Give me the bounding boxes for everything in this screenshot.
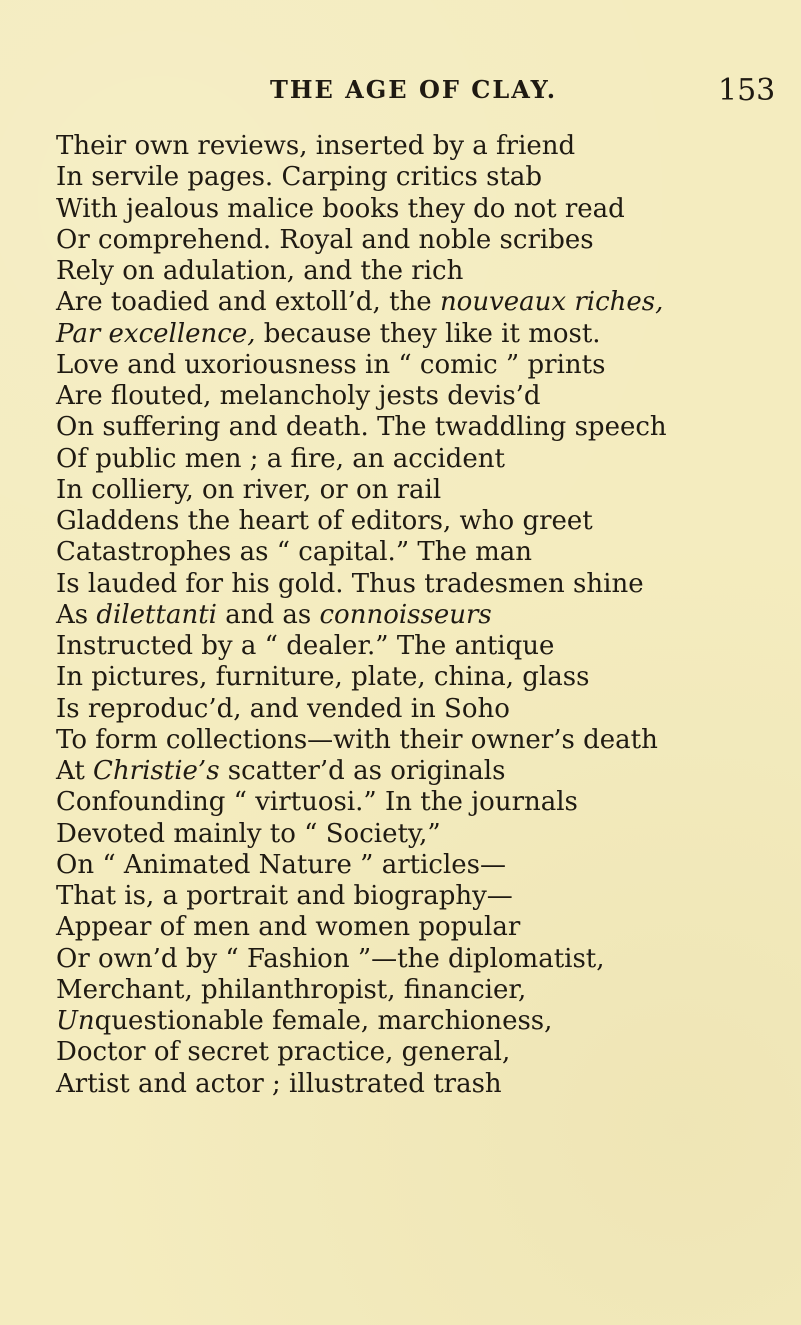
poem-line-4: Or comprehend. Royal and noble scribes — [56, 224, 594, 255]
poem-line-28: Merchant, philanthropist, financier, — [56, 974, 527, 1005]
poem-line-16: As dilettanti and as connoisseurs — [56, 599, 492, 630]
poem-line-7: Par excellence, because they like it most. — [56, 318, 601, 349]
page-number: 153 — [718, 73, 776, 108]
poem-line-31: Artist and actor ; illustrated trash — [56, 1068, 502, 1099]
poem-line-21: At Christie’s scatter’d as originals — [56, 756, 506, 786]
poem-line-27: Or own’d by “ Fashion ”—the diplomatist, — [56, 943, 605, 974]
poem-line-1: Their own reviews, inserted by a friend — [56, 131, 576, 161]
poem-line-6: Are toadied and extoll’d, the nouveaux riches, — [56, 287, 664, 318]
poem-line-15: Is lauded for his gold. Thus tradesmen shine — [56, 568, 644, 599]
poem-line-25: That is, a portrait and biography— — [56, 881, 513, 911]
running-head: THE AGE OF CLAY. — [270, 75, 558, 104]
poem-line-9: Are flouted, melancholy jests devis’d — [56, 381, 541, 411]
poem-line-24: On “ Animated Nature ” articles— — [56, 849, 506, 880]
poem-line-30: Doctor of secret practice, general, — [56, 1037, 511, 1068]
poem-line-17: Instructed by a “ dealer.” The antique — [56, 631, 555, 661]
poem-line-14: Catastrophes as “ capital.” The man — [56, 537, 533, 568]
poem-line-23: Devoted mainly to “ Society,” — [56, 818, 441, 849]
poem-line-18: In pictures, furniture, plate, china, glass — [56, 662, 590, 693]
poem-line-11: Of public men ; a fire, an accident — [56, 443, 505, 474]
poem-line-8: Love and uxoriousness in “ comic ” prints — [56, 349, 606, 380]
poem-line-3: With jealous malice books they do not read — [56, 193, 625, 224]
poem-line-22: Confounding “ virtuosi.” In the journals — [56, 787, 578, 818]
poem-line-5: Rely on adulation, and the rich — [56, 256, 464, 286]
poem-line-20: To form collections—with their owner’s death — [56, 724, 658, 755]
poem-line-19: Is reproduc’d, and vended in Soho — [56, 693, 510, 724]
poem-line-10: On suffering and death. The twaddling speech — [56, 412, 667, 443]
poem-line-13: Gladdens the heart of editors, who greet — [56, 506, 593, 536]
poem-line-29: Unquestionable female, marchioness, — [56, 1006, 553, 1036]
poem-line-12: In colliery, on river, or on rail — [56, 474, 442, 505]
poem-line-26: Appear of men and women popular — [56, 912, 521, 943]
poem-text — [56, 131, 776, 1100]
poem-line-2: In servile pages. Carping critics stab — [56, 162, 543, 193]
